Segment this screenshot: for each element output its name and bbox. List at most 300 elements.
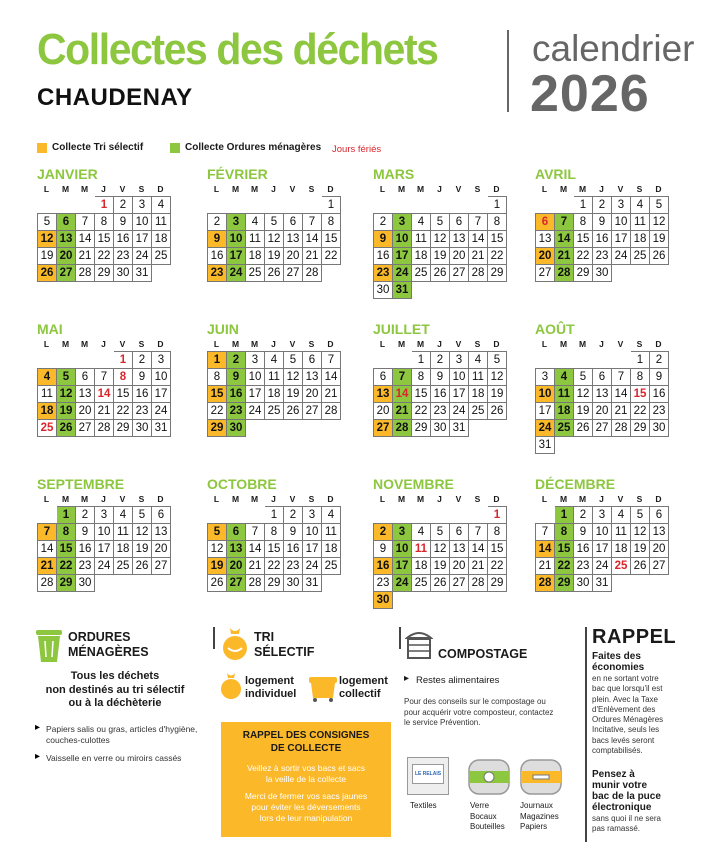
day-cell: 9 (574, 524, 593, 541)
day-cell: 14 (38, 541, 57, 558)
day-cell: 29 (574, 265, 593, 282)
day-cell: 16 (284, 541, 303, 558)
weekday-letter: S (138, 339, 145, 349)
empty-cell (431, 592, 451, 610)
day-cell: 30 (76, 575, 95, 592)
day-cell: 3 (536, 369, 555, 386)
day-cell: 24 (95, 558, 114, 575)
day-cell: 13 (76, 386, 95, 403)
day-cell: 21 (322, 386, 341, 403)
month-name: MAI (37, 321, 63, 337)
day-cell: 30 (574, 575, 593, 592)
day-cell: 24 (246, 403, 265, 420)
empty-cell (412, 592, 432, 610)
day-cell: 8 (208, 369, 227, 386)
day-cell: 28 (76, 265, 95, 282)
day-cell: 4 (246, 214, 265, 231)
weekday-letter: M (559, 494, 568, 504)
day-cell: 18 (555, 403, 574, 420)
weekday-letter: D (655, 184, 662, 194)
day-cell: 14 (469, 541, 488, 558)
day-cell: 9 (76, 524, 95, 541)
day-cell: 30 (114, 265, 133, 282)
day-cell: 1 (631, 352, 650, 369)
day-cell: 5 (488, 352, 507, 369)
day-cell: 20 (650, 541, 669, 558)
relais-logo: LE RELAIS (412, 764, 444, 784)
day-cell: 7 (95, 369, 114, 386)
day-cell: 9 (114, 214, 133, 231)
empty-cell (450, 282, 470, 300)
day-cell: 26 (431, 265, 450, 282)
weekday-header (37, 338, 197, 351)
section-divider (585, 627, 587, 842)
empty-cell (302, 196, 322, 214)
weekday-letter: D (157, 494, 164, 504)
day-cell: 6 (57, 214, 76, 231)
empty-cell (554, 351, 574, 369)
day-cell: 6 (284, 214, 303, 231)
day-cell: 4 (114, 507, 133, 524)
weekday-letter: V (455, 184, 462, 194)
month-days-grid (373, 506, 507, 609)
day-cell: 2 (374, 524, 393, 541)
day-cell: 20 (227, 558, 246, 575)
day-cell: 1 (114, 352, 133, 369)
weekday-letter: M (61, 494, 70, 504)
day-cell: 18 (412, 558, 431, 575)
day-cell: 28 (536, 575, 555, 592)
month-block (37, 321, 197, 437)
day-cell: 20 (57, 248, 76, 265)
weekday-letter: D (493, 339, 500, 349)
empty-cell (56, 196, 76, 214)
tri-collective-label: logement collectif (339, 675, 388, 700)
empty-cell (554, 196, 574, 214)
day-cell: 9 (593, 214, 612, 231)
day-cell: 1 (574, 197, 593, 214)
town-name: CHAUDENAY (37, 84, 193, 111)
month-block (37, 166, 197, 282)
day-cell: 25 (412, 575, 431, 592)
day-cell: 1 (95, 197, 114, 214)
weekday-letter: D (327, 339, 334, 349)
weekday-letter: J (101, 494, 106, 504)
journaux-label: Journaux Magazines Papiers (520, 801, 559, 831)
day-cell: 2 (133, 352, 152, 369)
consignes-p2-2: pour éviter les déversements (251, 802, 361, 812)
day-cell: 18 (469, 386, 488, 403)
weekday-letter: M (578, 494, 587, 504)
day-cell: 26 (431, 575, 450, 592)
empty-cell (488, 592, 508, 610)
day-cell: 16 (574, 541, 593, 558)
day-cell: 1 (265, 507, 284, 524)
day-cell: 25 (412, 265, 431, 282)
day-cell: 17 (393, 558, 412, 575)
day-cell: 16 (650, 386, 669, 403)
day-cell: 6 (536, 214, 555, 231)
weekday-header (207, 493, 367, 506)
weekday-header (535, 338, 695, 351)
day-cell: 19 (265, 248, 284, 265)
weekday-header (373, 338, 533, 351)
weekday-letter: S (308, 339, 315, 349)
empty-cell (650, 437, 670, 455)
empty-cell (611, 351, 631, 369)
weekday-letter: M (231, 494, 240, 504)
day-cell: 18 (612, 541, 631, 558)
legend-tri-swatch (37, 143, 47, 153)
empty-cell (573, 351, 593, 369)
day-cell: 25 (114, 558, 133, 575)
weekday-letter: D (327, 184, 334, 194)
day-cell: 3 (612, 197, 631, 214)
day-cell: 4 (612, 507, 631, 524)
day-cell: 10 (152, 369, 171, 386)
weekday-letter: J (437, 339, 442, 349)
empty-cell (284, 420, 304, 438)
day-cell: 28 (38, 575, 57, 592)
om-item-1: Papiers salis ou gras, articles d'hygiène, couches-culottes (46, 724, 198, 745)
day-cell: 30 (431, 420, 450, 437)
day-cell: 8 (114, 369, 133, 386)
day-cell: 5 (57, 369, 76, 386)
day-cell: 12 (208, 541, 227, 558)
rappel-title: RAPPEL (592, 626, 677, 648)
day-cell: 10 (536, 386, 555, 403)
weekday-letter: V (617, 184, 624, 194)
day-cell: 2 (76, 507, 95, 524)
weekday-letter: D (157, 184, 164, 194)
day-cell: 4 (152, 197, 171, 214)
day-cell: 26 (650, 248, 669, 265)
empty-cell (75, 351, 95, 369)
empty-cell (593, 437, 613, 455)
day-cell: 21 (38, 558, 57, 575)
day-cell: 18 (265, 386, 284, 403)
day-cell: 23 (574, 558, 593, 575)
day-cell: 15 (322, 231, 341, 248)
month-name: MARS (373, 166, 415, 182)
day-cell: 15 (57, 541, 76, 558)
day-cell: 27 (374, 420, 393, 437)
empty-cell (469, 282, 489, 300)
empty-cell (226, 506, 246, 524)
day-cell: 22 (265, 558, 284, 575)
day-cell: 9 (374, 541, 393, 558)
day-cell: 14 (469, 231, 488, 248)
month-name: OCTOBRE (207, 476, 277, 492)
textile-container-icon (407, 757, 449, 795)
day-cell: 12 (133, 524, 152, 541)
weekday-header (207, 338, 367, 351)
day-cell: 12 (38, 231, 57, 248)
day-cell: 17 (303, 541, 322, 558)
empty-cell (430, 506, 450, 524)
day-cell: 23 (133, 403, 152, 420)
day-cell: 5 (431, 524, 450, 541)
day-cell: 11 (612, 524, 631, 541)
weekday-letter: M (250, 184, 259, 194)
day-cell: 12 (631, 524, 650, 541)
day-cell: 17 (227, 248, 246, 265)
weekday-letter: L (213, 494, 220, 504)
weekday-letter: J (599, 184, 604, 194)
day-cell: 24 (593, 558, 612, 575)
day-cell: 3 (246, 352, 265, 369)
day-cell: 21 (393, 403, 412, 420)
day-cell: 25 (246, 265, 265, 282)
day-cell: 13 (536, 231, 555, 248)
empty-cell (245, 196, 265, 214)
day-cell: 18 (114, 541, 133, 558)
empty-cell (207, 196, 227, 214)
weekday-letter: M (397, 184, 406, 194)
day-cell: 2 (114, 197, 133, 214)
day-cell: 30 (374, 592, 393, 609)
empty-cell (488, 282, 508, 300)
weekday-header (373, 493, 533, 506)
day-cell: 31 (393, 282, 412, 299)
month-name: SEPTEMBRE (37, 476, 125, 492)
weekday-letter: M (61, 339, 70, 349)
empty-cell (612, 575, 632, 593)
day-cell: 30 (133, 420, 152, 437)
day-cell: 20 (374, 403, 393, 420)
month-block (535, 321, 695, 454)
day-cell: 30 (374, 282, 393, 299)
day-cell: 14 (536, 541, 555, 558)
weekday-letter: L (541, 494, 548, 504)
day-cell: 21 (469, 558, 488, 575)
month-block (207, 166, 367, 282)
day-cell: 11 (412, 231, 431, 248)
weekday-letter: D (327, 494, 334, 504)
empty-cell (535, 196, 555, 214)
weekday-letter: D (157, 339, 164, 349)
empty-cell (133, 575, 153, 593)
weekday-header (535, 493, 695, 506)
day-cell: 25 (265, 403, 284, 420)
day-cell: 6 (593, 369, 612, 386)
day-cell: 23 (114, 248, 133, 265)
day-cell: 8 (57, 524, 76, 541)
day-cell: 7 (469, 214, 488, 231)
month-name: DÉCEMBRE (535, 476, 616, 492)
day-cell: 25 (152, 248, 171, 265)
day-cell: 5 (650, 197, 669, 214)
empty-cell (373, 506, 393, 524)
day-cell: 21 (95, 403, 114, 420)
weekday-letter: J (271, 494, 276, 504)
weekday-letter: D (655, 339, 662, 349)
day-cell: 8 (412, 369, 431, 386)
day-cell: 19 (431, 248, 450, 265)
day-cell: 26 (133, 558, 152, 575)
day-cell: 13 (152, 524, 171, 541)
day-cell: 5 (133, 507, 152, 524)
day-cell: 24 (227, 265, 246, 282)
day-cell: 8 (95, 214, 114, 231)
month-block (37, 476, 197, 592)
day-cell: 3 (393, 214, 412, 231)
day-cell: 31 (593, 575, 612, 592)
weekday-letter: L (43, 339, 50, 349)
empty-cell (264, 196, 284, 214)
day-cell: 15 (631, 386, 650, 403)
day-cell: 17 (95, 541, 114, 558)
day-cell: 29 (412, 420, 431, 437)
day-cell: 12 (431, 231, 450, 248)
day-cell: 7 (469, 524, 488, 541)
weekday-letter: S (474, 184, 481, 194)
day-cell: 5 (208, 524, 227, 541)
weekday-letter: M (559, 184, 568, 194)
day-cell: 4 (322, 507, 341, 524)
day-cell: 10 (612, 214, 631, 231)
section-divider (399, 627, 401, 649)
day-cell: 2 (593, 197, 612, 214)
day-cell: 4 (631, 197, 650, 214)
month-name: AVRIL (535, 166, 576, 182)
weekday-letter: S (474, 339, 481, 349)
day-cell: 20 (536, 248, 555, 265)
weekday-letter: L (379, 184, 386, 194)
verre-label: Verre Bocaux Bouteilles (470, 801, 505, 831)
day-cell: 24 (152, 403, 171, 420)
day-cell: 23 (650, 403, 669, 420)
empty-cell (449, 506, 469, 524)
day-cell: 22 (57, 558, 76, 575)
day-cell: 13 (303, 369, 322, 386)
month-days-grid (373, 351, 507, 437)
weekday-letter: V (119, 339, 126, 349)
month-days-grid (535, 506, 669, 592)
day-cell: 14 (95, 386, 114, 403)
day-cell: 3 (303, 507, 322, 524)
day-cell: 2 (208, 214, 227, 231)
weekday-letter: J (437, 494, 442, 504)
weekday-letter: M (578, 184, 587, 194)
weekday-letter: M (231, 184, 240, 194)
weekday-letter: V (289, 184, 296, 194)
weekday-header (37, 493, 197, 506)
day-cell: 22 (412, 403, 431, 420)
month-days-grid (373, 196, 507, 299)
day-cell: 17 (536, 403, 555, 420)
day-cell: 27 (650, 558, 669, 575)
day-cell: 24 (450, 403, 469, 420)
empty-cell (574, 437, 594, 455)
day-cell: 18 (631, 231, 650, 248)
day-cell: 15 (208, 386, 227, 403)
day-cell: 9 (431, 369, 450, 386)
yellow-bag-icon (222, 626, 248, 660)
consignes-title-1: RAPPEL DES CONSIGNES (242, 730, 370, 741)
section-divider (213, 627, 215, 649)
day-cell: 10 (133, 214, 152, 231)
weekday-letter: V (455, 339, 462, 349)
day-cell: 26 (208, 575, 227, 592)
weekday-letter: L (213, 184, 220, 194)
month-block (535, 476, 695, 592)
day-cell: 5 (38, 214, 57, 231)
consignes-title-2: DE COLLECTE (270, 743, 342, 754)
day-cell: 11 (114, 524, 133, 541)
day-cell: 17 (450, 386, 469, 403)
day-cell: 9 (284, 524, 303, 541)
weekday-header (373, 183, 533, 196)
empty-cell (95, 575, 115, 593)
weekday-header (535, 183, 695, 196)
empty-cell (412, 282, 432, 300)
day-cell: 20 (593, 403, 612, 420)
day-cell: 23 (593, 248, 612, 265)
empty-cell (152, 575, 172, 593)
day-cell: 1 (488, 197, 507, 214)
day-cell: 29 (488, 265, 507, 282)
day-cell: 13 (450, 541, 469, 558)
empty-cell (37, 351, 57, 369)
day-cell: 8 (322, 214, 341, 231)
weekday-letter: V (119, 494, 126, 504)
day-cell: 23 (431, 403, 450, 420)
day-cell: 11 (631, 214, 650, 231)
day-cell: 7 (536, 524, 555, 541)
empty-cell (555, 437, 575, 455)
empty-cell (469, 592, 489, 610)
day-cell: 27 (152, 558, 171, 575)
day-cell: 19 (38, 248, 57, 265)
compost-title: COMPOSTAGE (438, 647, 528, 661)
day-cell: 31 (303, 575, 322, 592)
empty-cell (411, 506, 431, 524)
day-cell: 16 (374, 558, 393, 575)
day-cell: 22 (114, 403, 133, 420)
empty-cell (469, 420, 489, 438)
day-cell: 28 (469, 575, 488, 592)
day-cell: 15 (555, 541, 574, 558)
day-cell: 29 (208, 420, 227, 437)
day-cell: 13 (57, 231, 76, 248)
empty-cell (535, 506, 555, 524)
yellow-collective-bin-icon (308, 676, 338, 702)
day-cell: 16 (76, 541, 95, 558)
weekday-header (207, 183, 367, 196)
day-cell: 4 (412, 214, 431, 231)
day-cell: 4 (469, 352, 488, 369)
day-cell: 7 (612, 369, 631, 386)
day-cell: 12 (650, 214, 669, 231)
empty-cell (392, 351, 412, 369)
weekday-letter: M (250, 339, 259, 349)
day-cell: 29 (95, 265, 114, 282)
empty-cell (535, 351, 555, 369)
month-block (207, 321, 367, 437)
day-cell: 28 (246, 575, 265, 592)
day-cell: 7 (322, 352, 341, 369)
day-cell: 12 (574, 386, 593, 403)
weekday-letter: M (80, 339, 89, 349)
day-cell: 25 (631, 248, 650, 265)
day-cell: 21 (76, 248, 95, 265)
empty-cell (431, 282, 451, 300)
day-cell: 19 (431, 558, 450, 575)
month-days-grid (207, 196, 341, 282)
empty-cell (450, 592, 470, 610)
tri-individual-label: logement individuel (245, 675, 297, 700)
